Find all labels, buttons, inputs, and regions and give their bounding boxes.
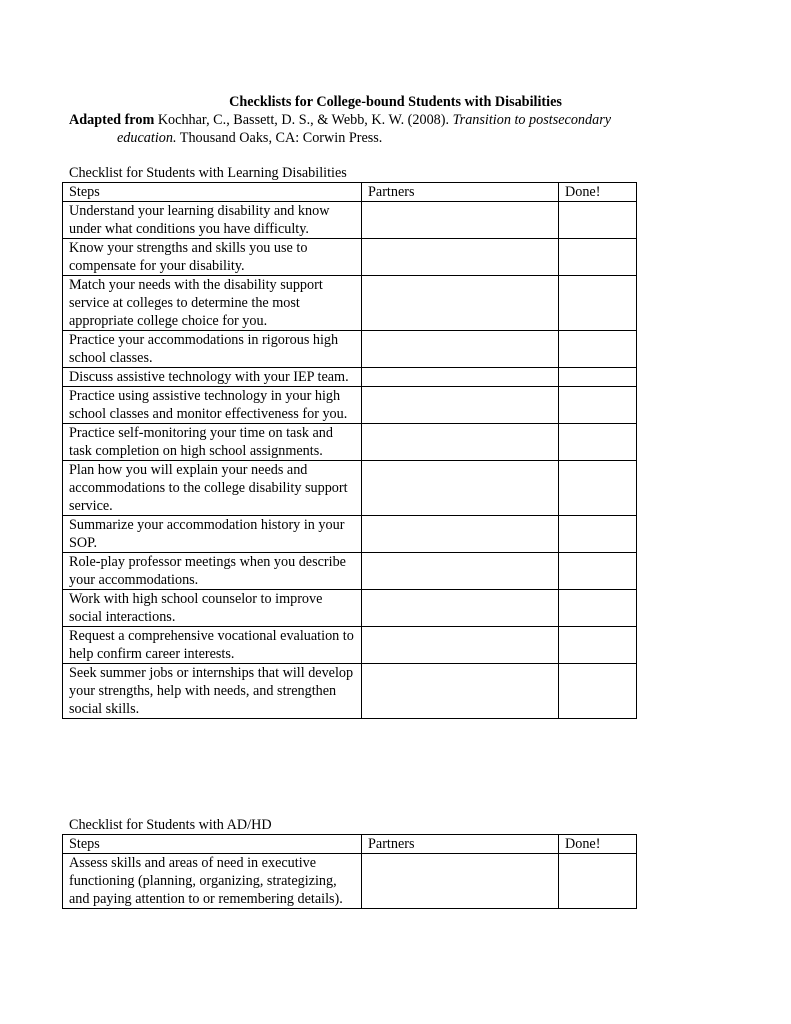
table-header-row (63, 835, 637, 854)
column-header-done: Done! (559, 835, 637, 854)
step-cell: Understand your learning disability and know under what conditions you have difficulty. (63, 202, 362, 239)
partners-cell[interactable] (362, 276, 559, 331)
step-cell: Role-play professor meetings when you describe your accommodations. (63, 553, 362, 590)
partners-cell[interactable] (362, 202, 559, 239)
step-cell: Plan how you will explain your needs and accommodations to the college disability support service. (63, 461, 362, 516)
citation-book-title: Transition to postsecondary (452, 112, 612, 128)
table-row (63, 664, 637, 719)
table-row (63, 590, 637, 627)
partners-cell[interactable] (362, 516, 559, 553)
done-cell[interactable] (559, 627, 637, 664)
partners-cell[interactable] (362, 664, 559, 719)
step-cell: Practice your accommodations in rigorous high school classes. (63, 331, 362, 368)
table-header-row (63, 183, 637, 202)
done-cell[interactable] (559, 387, 637, 424)
table-row (63, 424, 637, 461)
done-cell[interactable] (559, 239, 637, 276)
step-cell: Practice using assistive technology in your high school classes and monitor effectiveness for you. (63, 387, 362, 424)
step-cell: Assess skills and areas of need in executive functioning (planning, organizing, strategizing, and paying attention to or remembering details). (63, 854, 362, 909)
done-cell[interactable] (559, 516, 637, 553)
partners-cell[interactable] (362, 424, 559, 461)
done-cell[interactable] (559, 276, 637, 331)
table-row (63, 516, 637, 553)
citation-lead: Adapted from (69, 112, 155, 128)
step-cell: Work with high school counselor to improve social interactions. (63, 590, 362, 627)
checklist-heading-ld: Checklist for Students with Learning Disabilities (69, 165, 347, 181)
partners-cell[interactable] (362, 590, 559, 627)
column-header-done: Done! (559, 183, 637, 202)
table-row (63, 276, 637, 331)
citation (69, 111, 709, 147)
table-row (63, 553, 637, 590)
table-row (63, 239, 637, 276)
table-row (63, 202, 637, 239)
step-cell: Seek summer jobs or internships that will develop your strengths, help with needs, and strengthen social skills. (63, 664, 362, 719)
step-cell: Summarize your accommodation history in your SOP. (63, 516, 362, 553)
checklist-table-adhd (62, 834, 637, 909)
done-cell[interactable] (559, 424, 637, 461)
citation-continuation (69, 129, 709, 147)
step-cell: Discuss assistive technology with your IEP team. (63, 368, 362, 387)
step-cell: Match your needs with the disability support service at colleges to determine the most appropriate college choice for you. (63, 276, 362, 331)
step-cell: Request a comprehensive vocational evaluation to help confirm career interests. (63, 627, 362, 664)
citation-publisher: Thousand Oaks, CA: Corwin Press. (176, 130, 383, 146)
table-row (63, 854, 637, 909)
partners-cell[interactable] (362, 239, 559, 276)
step-cell: Practice self-monitoring your time on task and task completion on high school assignments. (63, 424, 362, 461)
table-row (63, 331, 637, 368)
citation-authors: Kochhar, C., Bassett, D. S., & Webb, K. W. (2008). (154, 112, 453, 128)
table-row (63, 387, 637, 424)
table-row (63, 461, 637, 516)
column-header-steps: Steps (63, 183, 362, 202)
checklist-heading-adhd: Checklist for Students with AD/HD (69, 817, 272, 833)
done-cell[interactable] (559, 664, 637, 719)
step-cell: Know your strengths and skills you use to compensate for your disability. (63, 239, 362, 276)
partners-cell[interactable] (362, 331, 559, 368)
done-cell[interactable] (559, 461, 637, 516)
partners-cell[interactable] (362, 627, 559, 664)
done-cell[interactable] (559, 202, 637, 239)
partners-cell[interactable] (362, 368, 559, 387)
done-cell[interactable] (559, 553, 637, 590)
column-header-partners: Partners (362, 835, 559, 854)
checklist-table-ld (62, 182, 637, 719)
partners-cell[interactable] (362, 854, 559, 909)
done-cell[interactable] (559, 368, 637, 387)
done-cell[interactable] (559, 854, 637, 909)
done-cell[interactable] (559, 331, 637, 368)
partners-cell[interactable] (362, 553, 559, 590)
partners-cell[interactable] (362, 461, 559, 516)
table-row (63, 368, 637, 387)
column-header-steps: Steps (63, 835, 362, 854)
column-header-partners: Partners (362, 183, 559, 202)
table-row (63, 627, 637, 664)
citation-book-title-end: education. (117, 130, 177, 146)
page-title: Checklists for College-bound Students with Disabilities (229, 94, 562, 110)
done-cell[interactable] (559, 590, 637, 627)
partners-cell[interactable] (362, 387, 559, 424)
